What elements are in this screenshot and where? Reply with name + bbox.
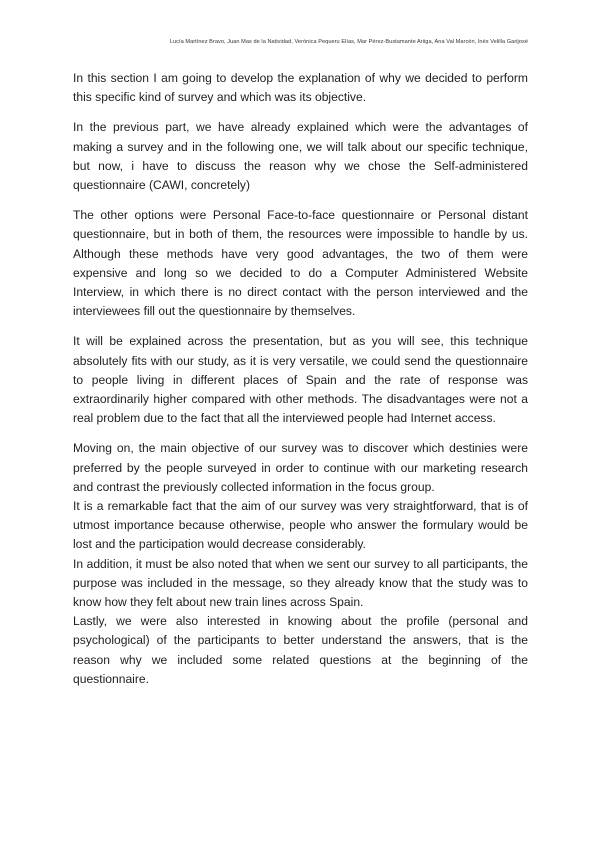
paragraph-other-options: The other options were Personal Face-to-face questionnaire or Personal distant questionnaire, but in both of them, the resources were impossible to handle by us. Although these methods have very good advantages, the two of them were expensive and long so we decided to do a Computer Administered Website Interview, in which there is no direct contact with the person interviewed and the interviewees fill out the questionnaire by themselves. [73, 208, 528, 319]
paragraph-profile: Lastly, we were also interested in knowing about the profile (personal and psychological) of the participants to better understand the answers, that is the reason why we included some related questions at the beginning of the questionnaire. [73, 614, 528, 686]
paragraph-aim: It is a remarkable fact that the aim of our survey was very straightforward, that is of utmost importance because otherwise, people who answer the formulary would be lost and the participation would decrease considerably. [73, 499, 528, 552]
document-body [73, 69, 528, 689]
paragraph-previous-part: In the previous part, we have already explained which were the advantages of making a survey and in the following one, we will talk about our specific technique, but now, i have to discuss the reason why we chose the Self-administered questionnaire (CAWI, concretely) [73, 120, 528, 193]
paragraph-purpose: In addition, it must be also noted that when we sent our survey to all participants, the purpose was included in the message, so they already know that the study was to know how they felt about new train lines across Spain. [73, 556, 528, 610]
paragraph-main-objective: Moving on, the main objective of our survey was to discover which destinies were preferred by the people surveyed in order to continue with our marketing research and contrast the previously collected information in the focus group. [73, 441, 528, 494]
paragraph-intro: In this section I am going to develop the explanation of why we decided to perform this specific kind of survey and which was its objective. [73, 71, 528, 105]
running-header-authors: Lucía Martínez Bravo, Juan Mas de la Natividad, Verónica Pequeru Elías, Mar Pérez-Bustamante Ariiga, Ana Val Marcén, Inés Velilla Garijosé [169, 39, 528, 45]
paragraph-technique-fit: It will be explained across the presentation, but as you will see, this technique absolutely fits with our study, as it is very versatile, we could send the questionnaire to people living in different places of Spain and the rate of response was extraordinarily higher compared with other methods. The disadvantages were not a real problem due to the fact that all the interviewed people had Internet access. [73, 334, 528, 426]
